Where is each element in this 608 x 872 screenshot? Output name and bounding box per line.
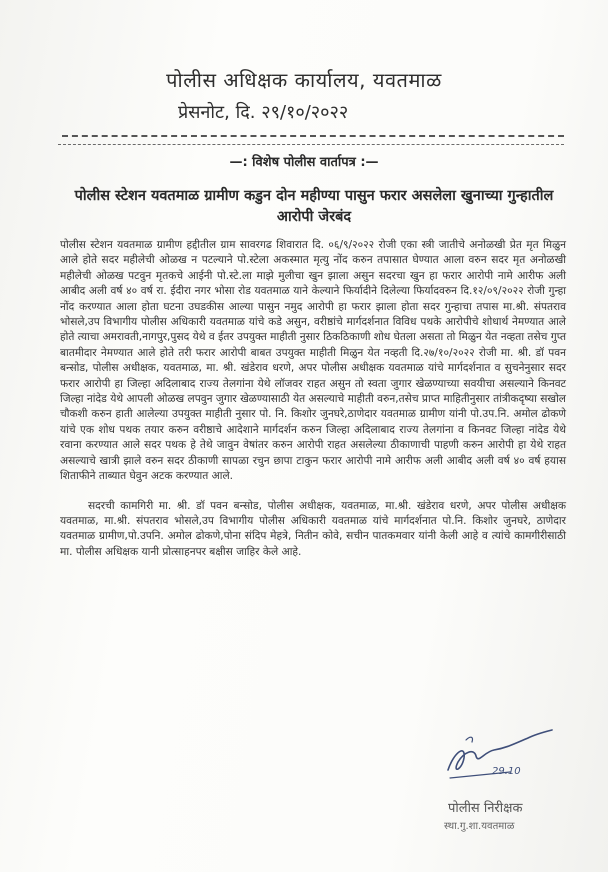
press-note-body (60, 238, 566, 560)
divider-line-lower (58, 144, 564, 145)
pressnote-date: प्रेसनोट, दि. २९/१०/२०२२ (178, 102, 349, 123)
signatory-station: स्था.गु.शा.यवतमाळ (444, 821, 515, 832)
special-news-label: —: विशेष पोलीस वार्तापत्र :— (229, 155, 379, 170)
divider-line (62, 135, 564, 137)
office-title: पोलीस अधिक्षक कार्यालय, यवतमाळ (166, 68, 442, 92)
signature-scribble (440, 722, 560, 792)
body-paragraph-1: पोलीस स्टेशन यवतमाळ ग्रामीण हद्दीतील ग्राम सावरगढ शिवारात दि. ०६/९/२०२२ रोजी एका स्त्री जातीचे अनोळखी प्रेत मृत मिळुन आले होते सदर महीलेची ओळख न पटल्याने पो.स्टेला अकस्मात मृत्यु नोंद करुन तपासात घेण्यात आला वरुन सदर मृत अनोळखी महीलेची ओळख पटवुन मृतकचे आईनी पो.स्टे.ला माझे मुलीचा खुन झाला असुन सदरचा खुन हा फरार आरोपी नामे आरीफ अली आबीद अली वर्ष ४० वर्ष रा. ईदीरा नगर भोसा रोड यवतमाळ याने केल्याने फिर्यादीने दिलेल्या फिर्यादवरुन दि.१२/०९/२०२२ रोजी गुन्हा नोंद करण्यात आला होता घटना उघडकीस आल्या पासुन नमुद आरोपी हा फरार झाला होता सदर गुन्हाचा तपास मा.श्री. संपतराव भोसले,उप विभागीय पोलीस अधिकारी यवतमाळ यांचे कडे असुन, वरीष्ठांचे मार्गदर्शनात विविध पथके आरोपीचे शोधार्थ नेमण्यात आले होते त्याचा अमरावती,नागपुर,पुसद येथे व ईतर उपयुक्त माहीती नुसार ठिकठिकाणी शोध घेतला असता तो मिळुन येत नव्हता तसेच गुप्त बातमीदार नेमण्यात आले होते तरी फरार आरोपी बाबत उपयुक्त माहीती मिळुन येत नव्हती दि.२७/१०/२०२२ रोजी मा. श्री. डॉ पवन बन्सोड, पोलीस अधीक्षक, यवतमाळ, मा. श्री. खंडेराव धरणे, अपर पोलीस अधीक्षक यवतमाळ यांचे मार्गदर्शनात व सुचनेनुसार सदर फरार आरोपी हा जिल्हा अदिलाबाद राज्य तेलगांना येथे लॉजवर राहत असुन तो स्वता जुगार खेळण्याच्या सवयीचा असल्याने किनवट जिल्हा नांदेड येथे आपली ओळख लपवुन जुगार खेळण्यासाठी येत असल्याचे माहीती वरुन,तसेच प्राप्त माहितीनुसार तांत्रीकदृष्या सखोल चौकशी करुन हाती आलेल्या उपयुक्त माहीती नुसार पो. नि. किशोर जुनघरे,ठाणेदार यवतमाळ ग्रामीण यांनी पो.उप.नि. अमोल ढोकणे यांचे एक शोध पथक तयार करुन वरीष्ठाचे आदेशाने मार्गदर्शन करुन जिल्हा अदिलाबाद राज्य तेलगांना व किनवट जिल्हा नांदेड येथे रवाना करण्यात आले सदर पथक हे तेथे जावुन वेषांतर करुन आरोपी राहत असलेल्या ठीकाणाची पाहणी करुन आरोपी हा येथे राहत असल्याचे खात्री झाले वरुन सदर ठीकाणी सापळा रचुन छापा टाकुन फरार आरोपी नामे आरीफ अली आबीद अली वर्ष ४० वर्ष हयास शिताफीने ताब्यात घेवुन अटक करण्यात आले. (60, 239, 566, 483)
headline: पोलीस स्टेशन यवतमाळ ग्रामीण कडुन दोन महीण्या पासुन फरार असलेला खुनाच्या गुन्हातील आरोपी जेरबंद (74, 188, 554, 225)
signature-date: 29.10 (492, 766, 521, 777)
body-paragraph-2: सदरची कामगिरी मा. श्री. डॉ पवन बन्सोड, पोलीस अधीक्षक, यवतमाळ, मा.श्री. खंडेराव धरणे, अपर पोलीस अधीक्षक यवतमाळ, मा.श्री. संपतराव भोसले,उप विभागीय पोलीस अधिकारी यवतमाळ यांचे मार्गदर्शनात पो.नि. किशोर जुनघरे, ठाणेदार यवतमाळ ग्रामीण,पो.उपनि. अमोल ढोकणे,पोना संदिप मेहत्रे, नितीन कोवे, सचीन पातकमवार यांनी केली आहे व त्यांचे कामगीरीसाठी मा. पोलीस अधिक्षक यानी प्रोत्साहनपर बक्षीस जाहिर केले आहे. (60, 499, 566, 558)
signatory-title: पोलीस निरीक्षक (448, 801, 523, 816)
